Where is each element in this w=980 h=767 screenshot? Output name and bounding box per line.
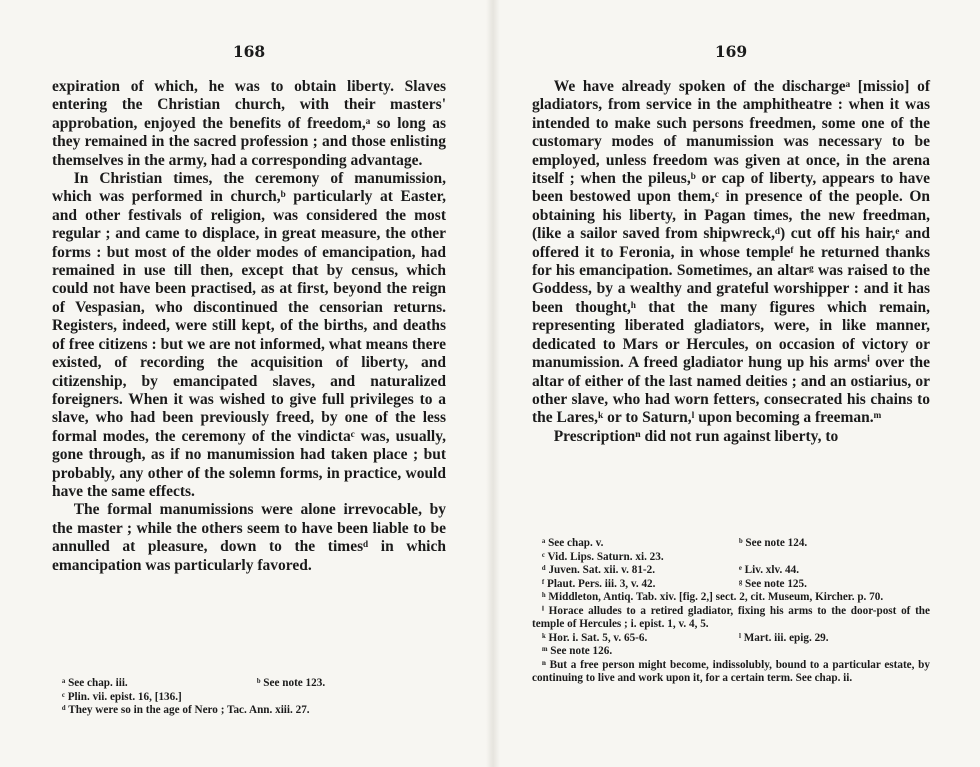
right-page: [532, 0, 930, 767]
footnote: ᵇ See note 124.: [738, 537, 808, 549]
footnote: ᵐ See note 126.: [542, 645, 613, 657]
footnotes: [532, 537, 930, 686]
paragraph: In Christian times, the ceremony of manumission, which was performed in church,ᵇ particularly at Easter, and other festivals of religion, was considered the most regular ; and came to displace, in great measure, the other forms : but most of the older modes of emancipation, had remained in use till then, except that by census, which could not have been practised, as at first, beyond the reign of Vespasian, who discontinued the censorian returns. Registers, indeed, were still kept, of the births, and deaths of free citizens : but we are not informed, what means there existed, of recording the acquisition of liberty, and citizenship, by emancipated slaves, and naturalized foreigners. When it was wished to give full privileges to a slave, who had been previously freed, by one of the less formal modes, the ceremony of the vindictaᶜ was, usually, gone through, as if no manumission had taken place ; but probably, any other of the solemn forms, in practice, would have the same effects.: [52, 170, 446, 500]
left-page: [52, 0, 446, 767]
footnote: ᵃ See chap. v.: [542, 537, 604, 549]
footnotes: [52, 677, 446, 718]
footnote: ⁱ Horace alludes to a retired gladiator, fixing his arms to the door-post of the temple of Hercules ; i. epist. 1, v. 4, 5.: [532, 604, 930, 630]
footnote: ᵍ See note 125.: [738, 577, 807, 590]
page-number: 169: [714, 42, 748, 61]
footnote: ᵈ They were so in the age of Nero ; Tac. Ann. xiii. 27.: [62, 704, 310, 716]
footnote: ᵇ See note 123.: [256, 677, 326, 689]
footnote: ᶠ Plaut. Pers. iii. 3, v. 42.: [542, 577, 656, 590]
footnote: ᶜ Plin. vii. epist. 16, [136.]: [62, 690, 182, 703]
footnote: ᶜ Vid. Lips. Saturn. xi. 23.: [542, 550, 664, 563]
page-body: [52, 78, 446, 575]
footnote: ⁿ But a free person might become, indissolubly, bound to a particular estate, by continuing to live and work upon it, for a certain term. See chap. ii.: [532, 658, 930, 684]
footnote: ʰ Middleton, Antiq. Tab. xiv. [fig. 2,] sect. 2, cit. Museum, Kircher. p. 70.: [542, 591, 884, 603]
paragraph: The formal manumissions were alone irrevocable, by the master ; while the others seem to have been liable to be annulled at pleasure, down to the timesᵈ in which emancipation was particularly favored.: [52, 501, 446, 574]
paragraph: expiration of which, he was to obtain liberty. Slaves entering the Christian church, with their masters' approbation, enjoyed the benefits of freedom,ᵃ so long as they remained in the sacred profession ; and those enlisting themselves in the army, had a corresponding advantage.: [52, 78, 446, 169]
footnote: ᵈ Juven. Sat. xii. v. 81-2.: [542, 564, 656, 576]
page-body: [532, 78, 930, 446]
page-number: 168: [232, 42, 266, 61]
paragraph: We have already spoken of the dischargeᵃ [missio] of gladiators, from service in the amphitheatre : when it was intended to make such persons freedmen, some one of the customary modes of manumission was necessary to be employed, unless freedom was given at once, in the arena itself ; when the pileus,ᵇ or cap of liberty, appears to have been bestowed upon them,ᶜ in presence of the people. On obtaining his liberty, in Pagan times, the new freedman, (like a sailor saved from shipwreck,ᵈ) cut off his hair,ᵉ and offered it to Feronia, in whose templeᶠ he returned thanks for his emancipation. Sometimes, an altarᵍ was raised to the Goddess, by a wealthy and grateful worshipper : and it has been thought,ʰ that the many figures which remain, representing liberated gladiators, were, in like manner, dedicated to Mars or Hercules, on occasion of victory or manumission. A freed gladiator hung up his armsⁱ over the altar of either of the last named deities ; and an ostiarius, or other slave, who had worn fetters, consecrated his chains to the Lares,ᵏ or to Saturn,ˡ upon becoming a freeman.ᵐ: [532, 78, 930, 427]
footnote: ᵏ Hor. i. Sat. 5, v. 65-6.: [542, 631, 648, 644]
footnote: ˡ Mart. iii. epig. 29.: [738, 631, 829, 644]
footnote: ᵃ See chap. iii.: [62, 677, 128, 689]
footnote: ᵉ Liv. xlv. 44.: [738, 564, 800, 576]
paragraph: Prescriptionⁿ did not run against liberty, to: [553, 427, 839, 445]
book-gutter: [486, 0, 500, 767]
